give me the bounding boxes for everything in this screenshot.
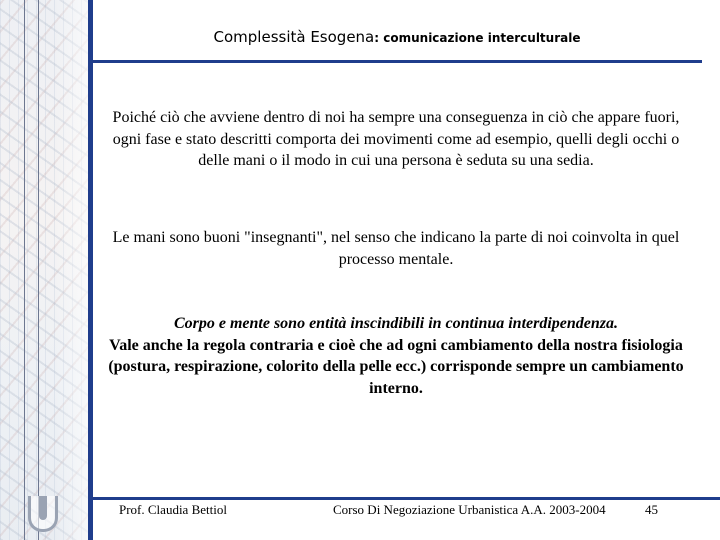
paragraph-3-bold: Vale anche la regola contraria e cioè che ad ogni cambiamento della nostra fisiologia (postura, respirazione, colorito della pelle ecc.) corrisponde sempre un cambiamento interno. bbox=[108, 336, 684, 397]
slide-title: Complessità Esogena bbox=[213, 28, 375, 46]
header-divider bbox=[92, 60, 702, 63]
paragraph-2: Le mani sono buoni "insegnanti", nel senso che indicano la parte di noi coinvolta in quel processo mentale. bbox=[112, 229, 680, 268]
university-logo-icon bbox=[28, 496, 58, 532]
slide-header bbox=[92, 28, 702, 46]
paragraph-1: Poiché ciò che avviene dentro di noi ha sempre una conseguenza in ciò che appare fuori, ogni fase e stato descritti comporta dei movimenti come ad esempio, quelli degli occhi o delle mani o il modo in cui una persona è seduta su una sedia. bbox=[112, 109, 680, 169]
left-accent-bar bbox=[88, 0, 93, 540]
page-number: 45 bbox=[645, 502, 658, 517]
footer-divider bbox=[92, 497, 720, 500]
footer-course: Corso Di Negoziazione Urbanistica A.A. 2003-2004 bbox=[333, 502, 606, 517]
paragraph-3 bbox=[100, 313, 692, 399]
decorative-map-strip bbox=[0, 0, 92, 540]
left-thin-line bbox=[24, 0, 25, 540]
paragraph-3-italic: Corpo e mente sono entità inscindibili in continua interdipendenza. bbox=[173, 315, 619, 332]
footer-author: Prof. Claudia Bettiol bbox=[119, 502, 227, 517]
slide-subtitle: : comunicazione interculturale bbox=[374, 31, 581, 45]
left-thin-line-2 bbox=[38, 0, 39, 540]
